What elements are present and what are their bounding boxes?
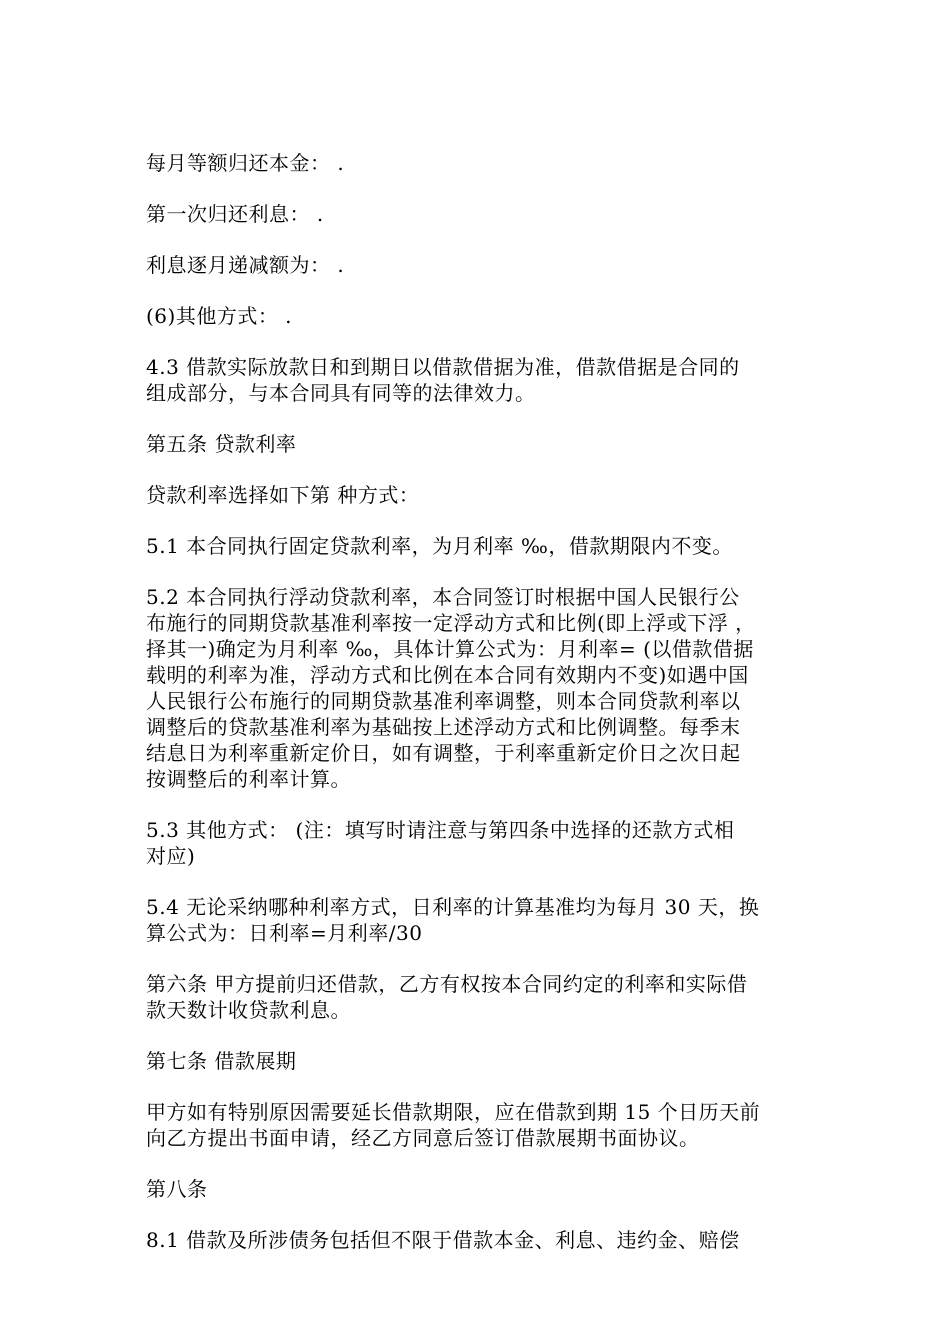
text-line: 款天数计收贷款利息。 — [146, 998, 351, 1022]
text-line: 第八条 — [146, 1177, 208, 1201]
paragraph-5-3 — [146, 817, 811, 869]
text-line: 5.2 本合同执行浮动贷款利率，本合同签订时根据中国人民银行公 — [146, 585, 740, 609]
paragraph-5-1 — [146, 533, 811, 559]
paragraph-article-6 — [146, 971, 811, 1023]
text-line: 向乙方提出书面申请，经乙方同意后签订借款展期书面协议。 — [146, 1126, 700, 1150]
paragraph-other-method — [146, 303, 811, 329]
paragraph-first-interest — [146, 201, 811, 227]
document-body — [146, 150, 811, 1278]
text-line: 第六条 甲方提前归还借款，乙方有权按本合同约定的利率和实际借 — [146, 972, 748, 996]
text-line: (6)其他方式： . — [146, 304, 293, 328]
text-line: 贷款利率选择如下第 种方式： — [146, 483, 420, 507]
paragraph-monthly-principal — [146, 150, 811, 176]
text-line: 组成部分，与本合同具有同等的法律效力。 — [146, 381, 536, 405]
text-line: 5.3 其他方式： (注：填写时请注意与第四条中选择的还款方式相 — [146, 818, 735, 842]
text-line: 第七条 借款展期 — [146, 1049, 297, 1073]
text-line: 算公式为：日利率=月利率/30 — [146, 921, 423, 945]
text-line: 择其一)确定为月利率 ‰，具体计算公式为：月利率= (以借款借据 — [146, 637, 754, 661]
text-line: 5.1 本合同执行固定贷款利率，为月利率 ‰，借款期限内不变。 — [146, 534, 733, 558]
text-line: 布施行的同期贷款基准利率按一定浮动方式和比例(即上浮或下浮 ， — [146, 611, 756, 635]
paragraph-8-1 — [146, 1227, 811, 1253]
text-line: 5.4 无论采纳哪种利率方式，日利率的计算基准均为每月 30 天，换 — [146, 895, 760, 919]
heading-article-8 — [146, 1176, 811, 1202]
paragraph-rate-selection — [146, 482, 811, 508]
paragraph-interest-decrease — [146, 252, 811, 278]
text-line: 第五条 贷款利率 — [146, 432, 297, 456]
text-line: 第一次归还利息： . — [146, 202, 324, 226]
text-line: 利息逐月递减额为： . — [146, 253, 345, 277]
text-line: 结息日为利率重新定价日，如有调整，于利率重新定价日之次日起 — [146, 741, 741, 765]
text-line: 4.3 借款实际放款日和到期日以借款借据为准，借款借据是合同的 — [146, 355, 740, 379]
text-line: 每月等额归还本金： . — [146, 151, 345, 175]
text-line: 调整后的贷款基准利率为基础按上述浮动方式和比例调整。每季末 — [146, 715, 741, 739]
heading-article-5 — [146, 431, 811, 457]
paragraph-5-4 — [146, 894, 811, 946]
text-line: 8.1 借款及所涉债务包括但不限于借款本金、利息、违约金、赔偿 — [146, 1228, 740, 1252]
text-line: 载明的利率为准，浮动方式和比例在本合同有效期内不变)如遇中国 — [146, 663, 749, 687]
text-line: 人民银行公布施行的同期贷款基准利率调整，则本合同贷款利率以 — [146, 689, 741, 713]
paragraph-4-3 — [146, 354, 811, 406]
paragraph-5-2 — [146, 584, 811, 792]
text-line: 甲方如有特别原因需要延长借款期限，应在借款到期 15 个日历天前 — [146, 1100, 761, 1124]
text-line: 对应) — [146, 844, 196, 868]
text-line: 按调整后的利率计算。 — [146, 767, 351, 791]
heading-article-7 — [146, 1048, 811, 1074]
paragraph-extension — [146, 1099, 811, 1151]
